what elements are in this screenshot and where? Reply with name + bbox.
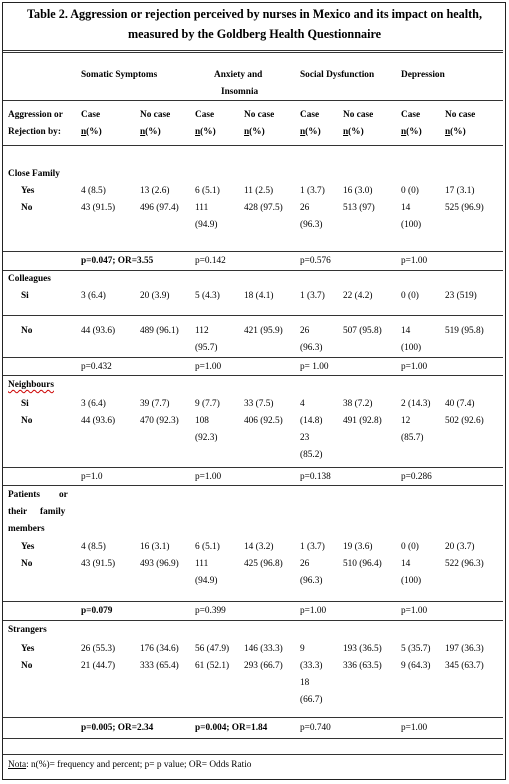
cell: 39 (7.7) xyxy=(140,399,170,409)
p-value: p=0.079 xyxy=(81,606,113,616)
cell: 176 (34.6) xyxy=(140,644,179,654)
cell: 425 (96.8) xyxy=(244,559,283,569)
row-label-no: No xyxy=(21,416,33,426)
p-value: p=1.00 xyxy=(401,606,428,616)
row-label-no: No xyxy=(21,661,33,671)
subheader-unit: n(%) xyxy=(445,127,466,137)
cell: (85.7) xyxy=(401,433,424,443)
cell: 4 (8.5) xyxy=(81,542,106,552)
section-label-colleagues: Colleagues xyxy=(8,274,51,284)
p-value: p=1.00 xyxy=(300,606,327,616)
cell: 14 xyxy=(401,326,411,336)
cell: 522 (96.3) xyxy=(445,559,484,569)
subheader-unit: n(%) xyxy=(401,127,422,137)
cell: (96.3) xyxy=(300,576,323,586)
section-label-neighbours: Neighbours xyxy=(8,380,54,390)
rule xyxy=(3,251,503,252)
cell: 19 (3.6) xyxy=(343,542,373,552)
cell: 1 (3.7) xyxy=(300,542,325,552)
cell: 11 (2.5) xyxy=(244,186,274,196)
cell: (94.9) xyxy=(195,220,218,230)
cell: 18 (4.1) xyxy=(244,291,274,301)
cell: (96.3) xyxy=(300,343,323,353)
cell: (14.8) xyxy=(300,416,323,426)
cell: 0 (0) xyxy=(401,186,419,196)
p-value: p= 1.00 xyxy=(300,362,329,372)
p-value: p=0.138 xyxy=(300,472,331,482)
p-value: p=0.432 xyxy=(81,362,112,372)
cell: 111 xyxy=(195,203,209,213)
cell: 22 (4.2) xyxy=(343,291,373,301)
cell: 525 (96.9) xyxy=(445,203,484,213)
p-value: p=0.399 xyxy=(195,606,226,616)
title-line-1: Table 2. Aggression or rejection perceived by nurses in Mexico and its impact on health, xyxy=(27,7,482,21)
cell: 3 (6.4) xyxy=(81,399,106,409)
rule xyxy=(3,601,503,602)
cell: 61 (52.1) xyxy=(195,661,230,671)
rule xyxy=(3,467,503,468)
cell: (94.9) xyxy=(195,576,218,586)
cell: (96.3) xyxy=(300,220,323,230)
cell: 428 (97.5) xyxy=(244,203,283,213)
row-label-yes: Yes xyxy=(21,644,35,654)
p-value: p=0.047; OR=3.55 xyxy=(81,256,154,266)
cell: 336 (63.5) xyxy=(343,661,382,671)
row-label-yes: Si xyxy=(21,291,29,301)
section-label-close-family: Close Family xyxy=(8,169,60,179)
cell: 0 (0) xyxy=(401,291,419,301)
cell: 345 (63.7) xyxy=(445,661,484,671)
cell: 491 (92.8) xyxy=(343,416,382,426)
title-line-2: measured by the Goldberg Health Questionnaire xyxy=(127,27,382,41)
cell: 23 xyxy=(300,433,310,443)
p-value: p=1.00 xyxy=(401,256,428,266)
rule xyxy=(3,738,503,739)
p-value: p=0.740 xyxy=(300,723,331,733)
cell: (100) xyxy=(401,576,422,586)
cell: 197 (36.3) xyxy=(445,644,484,654)
cell: 40 (7.4) xyxy=(445,399,475,409)
cell: (33.3) xyxy=(300,661,323,671)
cell: 20 (3.9) xyxy=(140,291,170,301)
p-value: p=1.00 xyxy=(401,362,428,372)
cell: 507 (95.8) xyxy=(343,326,382,336)
rule xyxy=(3,717,503,718)
cell: 9 (7.7) xyxy=(195,399,220,409)
cell: 9 (64.3) xyxy=(401,661,431,671)
table-title xyxy=(0,4,509,44)
cell: 14 xyxy=(401,203,411,213)
cell: 43 (91.5) xyxy=(81,203,116,213)
cell: 406 (92.5) xyxy=(244,416,283,426)
cell: 17 (3.1) xyxy=(445,186,475,196)
p-value: p=1.00 xyxy=(401,723,428,733)
p-value: p=0.576 xyxy=(300,256,331,266)
header-anxiety-l1: Anxiety and xyxy=(214,70,263,80)
subheader-case: Case xyxy=(401,110,421,120)
cell: 502 (92.6) xyxy=(445,416,484,426)
subheader-unit: n(%) xyxy=(343,127,364,137)
cell: 13 (2.6) xyxy=(140,186,170,196)
row-header-l2: Rejection by: xyxy=(8,127,61,137)
subheader-nocase: No case xyxy=(343,110,374,120)
cell: 44 (93.6) xyxy=(81,326,116,336)
p-value: p=0.004; OR=1.84 xyxy=(195,723,268,733)
cell: 1 (3.7) xyxy=(300,186,325,196)
subheader-unit: n(%) xyxy=(300,127,321,137)
rule xyxy=(3,145,503,146)
cell: 23 (519) xyxy=(445,291,477,301)
cell: 293 (66.7) xyxy=(244,661,283,671)
cell: 12 xyxy=(401,416,411,426)
section-label-strangers: Strangers xyxy=(8,625,47,635)
subheader-nocase: No case xyxy=(244,110,275,120)
cell: 4 xyxy=(300,399,305,409)
row-label-yes: Si xyxy=(21,399,29,409)
cell: 519 (95.8) xyxy=(445,326,484,336)
rule xyxy=(3,485,503,486)
cell: 0 (0) xyxy=(401,542,419,552)
cell: 9 xyxy=(300,644,305,654)
cell: 21 (44.7) xyxy=(81,661,116,671)
row-label-yes: Yes xyxy=(21,542,35,552)
cell: 18 xyxy=(300,678,310,688)
rule xyxy=(3,754,503,755)
cell: 146 (33.3) xyxy=(244,644,283,654)
cell: 4 (8.5) xyxy=(81,186,106,196)
cell: 1 (3.7) xyxy=(300,291,325,301)
cell: 493 (96.9) xyxy=(140,559,179,569)
cell: 2 (14.3) xyxy=(401,399,431,409)
cell: 333 (65.4) xyxy=(140,661,179,671)
header-social: Social Dysfunction xyxy=(300,70,375,80)
cell: 38 (7.2) xyxy=(343,399,373,409)
subheader-case: Case xyxy=(81,110,101,120)
cell: 3 (6.4) xyxy=(81,291,106,301)
cell: 112 xyxy=(195,326,209,336)
p-value: p=0.286 xyxy=(401,472,432,482)
row-label-no: No xyxy=(21,559,33,569)
cell: 16 (3.0) xyxy=(343,186,373,196)
cell: (66.7) xyxy=(300,695,323,705)
cell: 33 (7.5) xyxy=(244,399,274,409)
cell: (92.3) xyxy=(195,433,218,443)
header-depression: Depression xyxy=(401,70,445,80)
subheader-case: Case xyxy=(300,110,320,120)
header-somatic: Somatic Symptoms xyxy=(81,70,158,80)
p-value: p=1.00 xyxy=(195,362,222,372)
subheader-nocase: No case xyxy=(445,110,476,120)
cell: 26 (55.3) xyxy=(81,644,116,654)
cell: (95.7) xyxy=(195,343,218,353)
rule xyxy=(3,375,503,376)
table-footnote: Nota: n(%)= frequency and percent; p= p value; OR= Odds Ratio xyxy=(8,760,252,770)
p-value: p=1.0 xyxy=(81,472,103,482)
header-anxiety-l2: Insomnia xyxy=(221,87,259,97)
cell: 6 (5.1) xyxy=(195,542,220,552)
row-label-yes: Yes xyxy=(21,186,35,196)
cell: 6 (5.1) xyxy=(195,186,220,196)
cell: (100) xyxy=(401,343,422,353)
p-value: p=1.00 xyxy=(195,472,222,482)
cell: 193 (36.5) xyxy=(343,644,382,654)
rule xyxy=(3,100,503,101)
subheader-unit: n(%) xyxy=(244,127,265,137)
cell: 496 (97.4) xyxy=(140,203,179,213)
cell: (85.2) xyxy=(300,450,323,460)
cell: 513 (97) xyxy=(343,203,375,213)
row-label-no: No xyxy=(21,203,33,213)
cell: 5 (35.7) xyxy=(401,644,431,654)
p-value: p=0.005; OR=2.34 xyxy=(81,723,154,733)
rule xyxy=(3,50,503,53)
cell: 16 (3.1) xyxy=(140,542,170,552)
row-label-no: No xyxy=(21,326,33,336)
cell: 111 xyxy=(195,559,209,569)
cell: 26 xyxy=(300,326,310,336)
rule xyxy=(3,315,503,316)
cell: 43 (91.5) xyxy=(81,559,116,569)
rule xyxy=(3,270,503,271)
cell: 489 (96.1) xyxy=(140,326,179,336)
cell: 14 (3.2) xyxy=(244,542,274,552)
subheader-case: Case xyxy=(195,110,215,120)
rule xyxy=(3,357,503,358)
subheader-unit: n(%) xyxy=(81,127,102,137)
cell: 5 (4.3) xyxy=(195,291,220,301)
subheader-unit: n(%) xyxy=(195,127,216,137)
cell: 56 (47.9) xyxy=(195,644,230,654)
cell: 20 (3.7) xyxy=(445,542,475,552)
cell: 26 xyxy=(300,203,310,213)
p-value: p=0.142 xyxy=(195,256,226,266)
row-header-l1: Aggression or xyxy=(8,110,63,120)
cell: 26 xyxy=(300,559,310,569)
cell: 14 xyxy=(401,559,411,569)
cell: 44 (93.6) xyxy=(81,416,116,426)
cell: 421 (95.9) xyxy=(244,326,283,336)
rule xyxy=(3,620,503,621)
subheader-nocase: No case xyxy=(140,110,171,120)
cell: 108 xyxy=(195,416,209,426)
subheader-unit: n(%) xyxy=(140,127,161,137)
cell: 470 (92.3) xyxy=(140,416,179,426)
cell: 510 (96.4) xyxy=(343,559,382,569)
cell: (100) xyxy=(401,220,422,230)
